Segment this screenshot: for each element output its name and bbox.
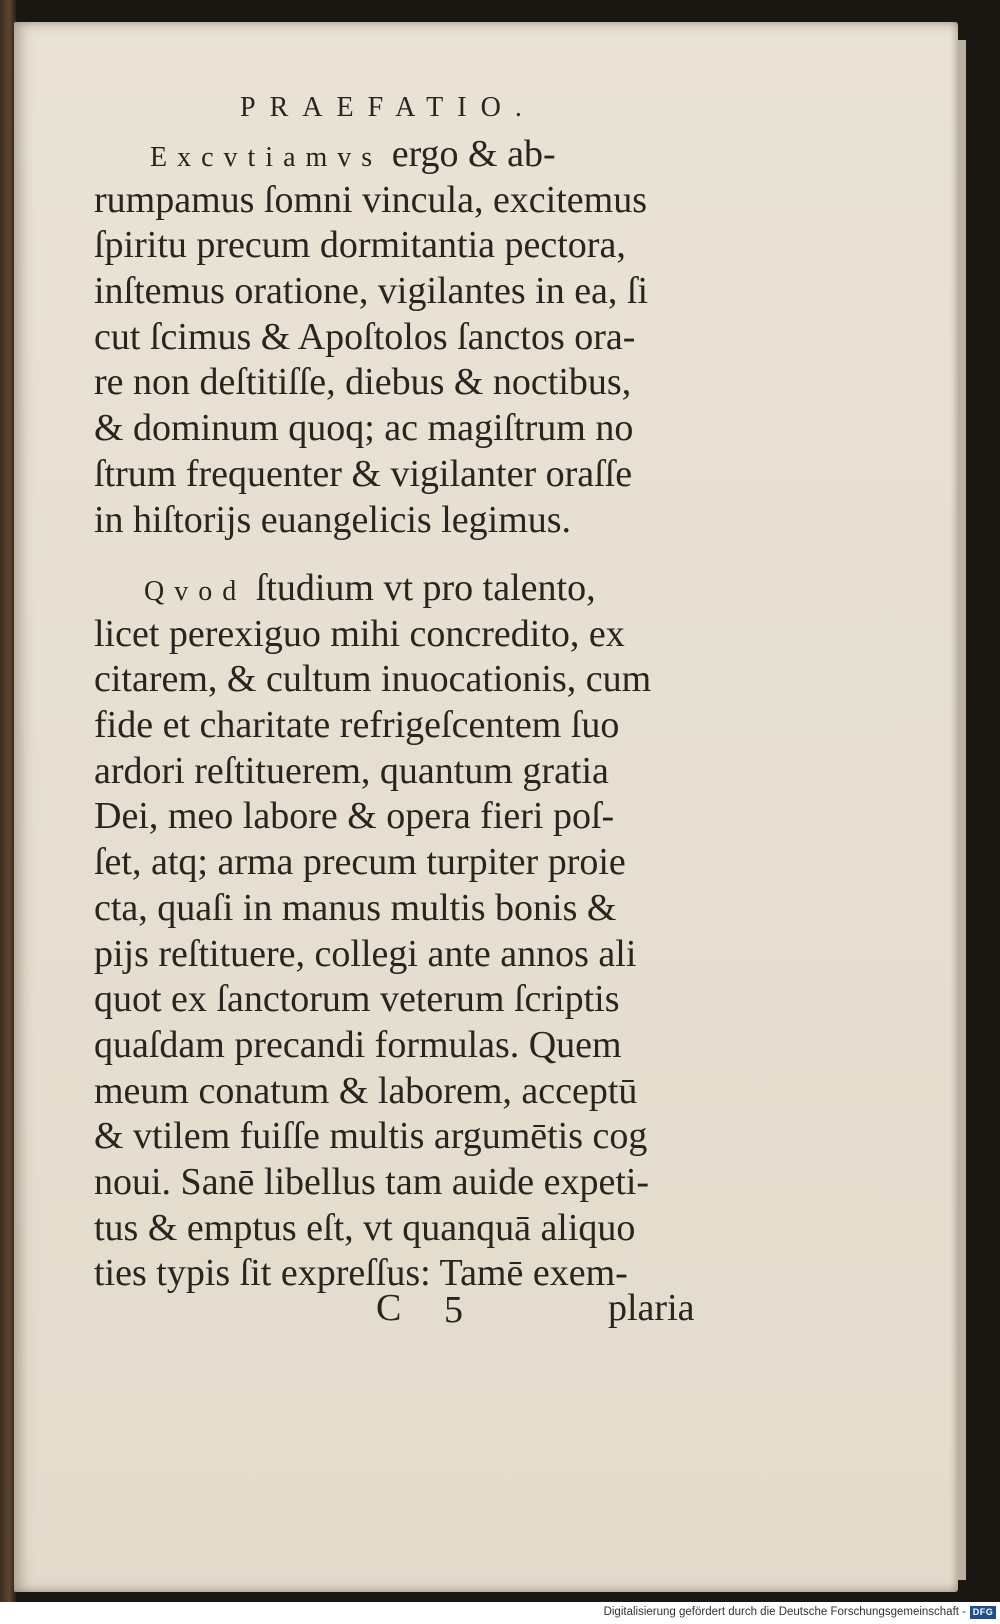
footer-strip bbox=[0, 1602, 1000, 1624]
paragraph-line: citarem, & cultum inuocationis, cum bbox=[94, 658, 652, 701]
running-head: PRAEFATIO. bbox=[240, 92, 536, 123]
paragraph-line: pijs reſtituere, collegi ante annos ali bbox=[94, 932, 637, 975]
paragraph-line: ardori reſtituerem, quantum gratia bbox=[94, 749, 609, 792]
paragraph-line: tus & emptus eſt, vt quanquā aliquo bbox=[94, 1206, 636, 1249]
paragraph-line bbox=[94, 566, 794, 612]
paragraph-line: cut ſcimus & Apoſtolos ſanctos ora- bbox=[94, 315, 636, 358]
page-edge bbox=[958, 40, 966, 1580]
paragraph-line: ſtrum frequenter & vigilanter oraſſe bbox=[94, 452, 633, 495]
paragraph-line: ties typis ſit expreſſus: Tamē exem- bbox=[94, 1252, 628, 1295]
paragraph-line bbox=[94, 132, 794, 178]
paragraph-line: licet perexiguo mihi concredito, ex bbox=[94, 612, 625, 655]
line-text: ſtudium vt pro talento, bbox=[246, 567, 596, 609]
paragraph-line: fide et charitate refrigeſcentem ſuo bbox=[94, 704, 620, 747]
signature-mark: C bbox=[376, 1287, 402, 1329]
paragraph-line: & dominum quoq; ac magiſtrum no bbox=[94, 407, 634, 450]
paragraph-line: re non deſtitiſſe, diebus & noctibus, bbox=[94, 361, 632, 404]
paragraph-2 bbox=[94, 566, 794, 1297]
paragraph-line: in hiſtorijs euangelicis legimus. bbox=[94, 498, 572, 541]
paragraph-line: ſpiritu precum dormitantia pectora, bbox=[94, 224, 626, 267]
paragraph-line: cta, quaſi in manus multis bonis & bbox=[94, 886, 617, 929]
signature-line bbox=[94, 1286, 734, 1332]
paragraph-line: noui. Sanē libellus tam auide expeti- bbox=[94, 1160, 650, 1203]
paragraph-line: rumpamus ſomni vincula, excitemus bbox=[94, 178, 648, 221]
dfg-logo-icon[interactable]: DFG bbox=[970, 1606, 996, 1619]
paragraph-1 bbox=[94, 132, 794, 543]
lead-small-caps: Excvtiamvs bbox=[150, 142, 383, 173]
paragraph-line: inſtemus oratione, vigilantes in ea, ſi bbox=[94, 270, 649, 313]
paragraph-line: meum conatum & laborem, acceptū bbox=[94, 1069, 638, 1112]
catchword: plaria bbox=[608, 1287, 695, 1329]
paragraph-line: quaſdam precandi formulas. Quem bbox=[94, 1023, 622, 1066]
lead-small-caps: Qvod bbox=[144, 576, 247, 607]
paragraph-line: Dei, meo labore & opera fieri poſ- bbox=[94, 795, 615, 838]
line-text: ergo & ab- bbox=[382, 133, 556, 175]
paragraph-line: ſet, atq; arma precum turpiter proie bbox=[94, 841, 626, 884]
paragraph-line: & vtilem fuiſſe multis argumētis cog bbox=[94, 1115, 648, 1158]
funding-credit: Digitalisierung gefördert durch die Deutsche Forschungsgemeinschaft - bbox=[603, 1606, 966, 1618]
paragraph-line: quot ex ſanctorum veterum ſcriptis bbox=[94, 978, 620, 1021]
signature-number: 5 bbox=[444, 1289, 463, 1331]
